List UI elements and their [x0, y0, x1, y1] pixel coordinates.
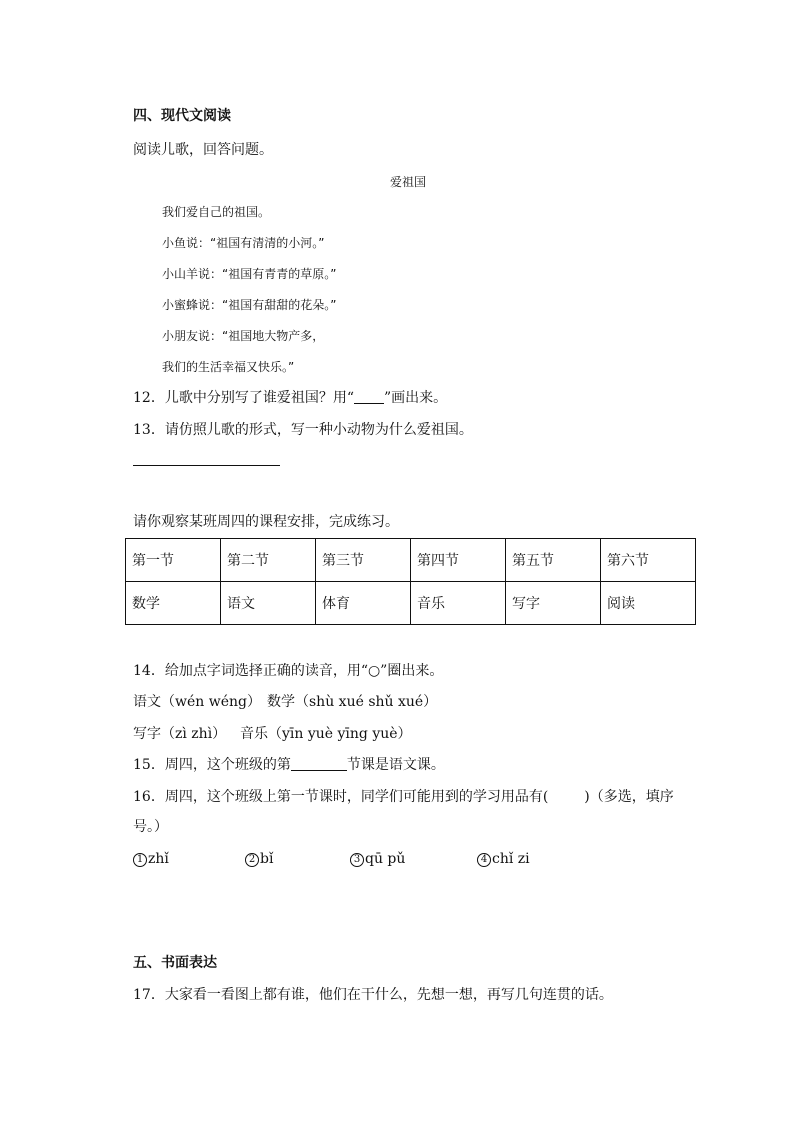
table-cell: 写字 — [506, 582, 601, 625]
question-17: 17．大家看一看图上都有谁，他们在干什么，先想一想，再写几句连贯的话。 — [133, 987, 613, 1003]
table-cell: 第四节 — [411, 539, 506, 582]
table-cell: 阅读 — [601, 582, 696, 625]
question-15: 15．周四，这个班级的第 节课是语文课。 — [133, 757, 445, 773]
poem-line: 小朋友说：“祖国地大物产多， — [162, 329, 325, 343]
table-cell: 第五节 — [506, 539, 601, 582]
table-cell: 语文 — [221, 582, 316, 625]
reading-intro: 阅读儿歌，回答问题。 — [133, 142, 273, 158]
table-cell: 音乐 — [411, 582, 506, 625]
option-3: 3 qū pǔ — [350, 851, 405, 868]
table-row — [126, 539, 696, 582]
table-cell: 第三节 — [316, 539, 411, 582]
poem-line: 我们的生活幸福又快乐。” — [162, 360, 295, 374]
question-16-cont: 号。） — [133, 819, 168, 835]
table-cell: 第一节 — [126, 539, 221, 582]
poem-title: 爱祖国 — [390, 175, 427, 189]
schedule-intro: 请你观察某班周四的课程安排，完成练习。 — [133, 514, 399, 530]
answer-blank[interactable] — [354, 403, 384, 404]
question-12: 12．儿歌中分别写了谁爱祖国？用“ ”画出来。 — [133, 390, 448, 406]
table-cell: 第二节 — [221, 539, 316, 582]
pinyin-option: 数学（shù xué shǔ xué） — [267, 694, 438, 710]
circled-number: 2 — [245, 853, 259, 867]
pinyin-option: 语文（wén wéng） — [133, 694, 261, 710]
poem-line: 小鱼说：“祖国有清清的小河。” — [162, 236, 325, 250]
table-cell: 第六节 — [601, 539, 696, 582]
option-1: 1 zhǐ — [133, 851, 169, 868]
table-cell: 数学 — [126, 582, 221, 625]
answer-blank[interactable] — [291, 770, 347, 771]
circled-number: 1 — [133, 853, 147, 867]
question-13: 13．请仿照儿歌的形式，写一种小动物为什么爱祖国。 — [133, 422, 473, 438]
option-2: 2 bǐ — [245, 851, 273, 868]
poem-line: 我们爱自己的祖国。 — [162, 205, 271, 219]
circled-number: 3 — [350, 853, 364, 867]
option-4: 4 chǐ zi — [477, 851, 530, 868]
answer-line[interactable] — [133, 465, 280, 466]
schedule-table — [125, 538, 696, 625]
question-16: 16．周四，这个班级上第一节课时，同学们可能用到的学习用品有( )（多选，填序 — [133, 789, 674, 805]
circled-number: 4 — [477, 853, 491, 867]
section-5-title: 五、书面表达 — [133, 955, 217, 971]
table-cell: 体育 — [316, 582, 411, 625]
table-row — [126, 582, 696, 625]
question-14: 14．给加点字词选择正确的读音，用“○”圈出来。 — [133, 663, 444, 679]
pinyin-option: 写字（zì zhì） — [133, 726, 227, 742]
section-4-title: 四、现代文阅读 — [133, 108, 231, 124]
poem-line: 小山羊说：“祖国有青青的草原。” — [162, 267, 337, 281]
pinyin-option: 音乐（yīn yuè yīng yuè） — [240, 726, 412, 742]
poem-line: 小蜜蜂说：“祖国有甜甜的花朵。” — [162, 298, 337, 312]
